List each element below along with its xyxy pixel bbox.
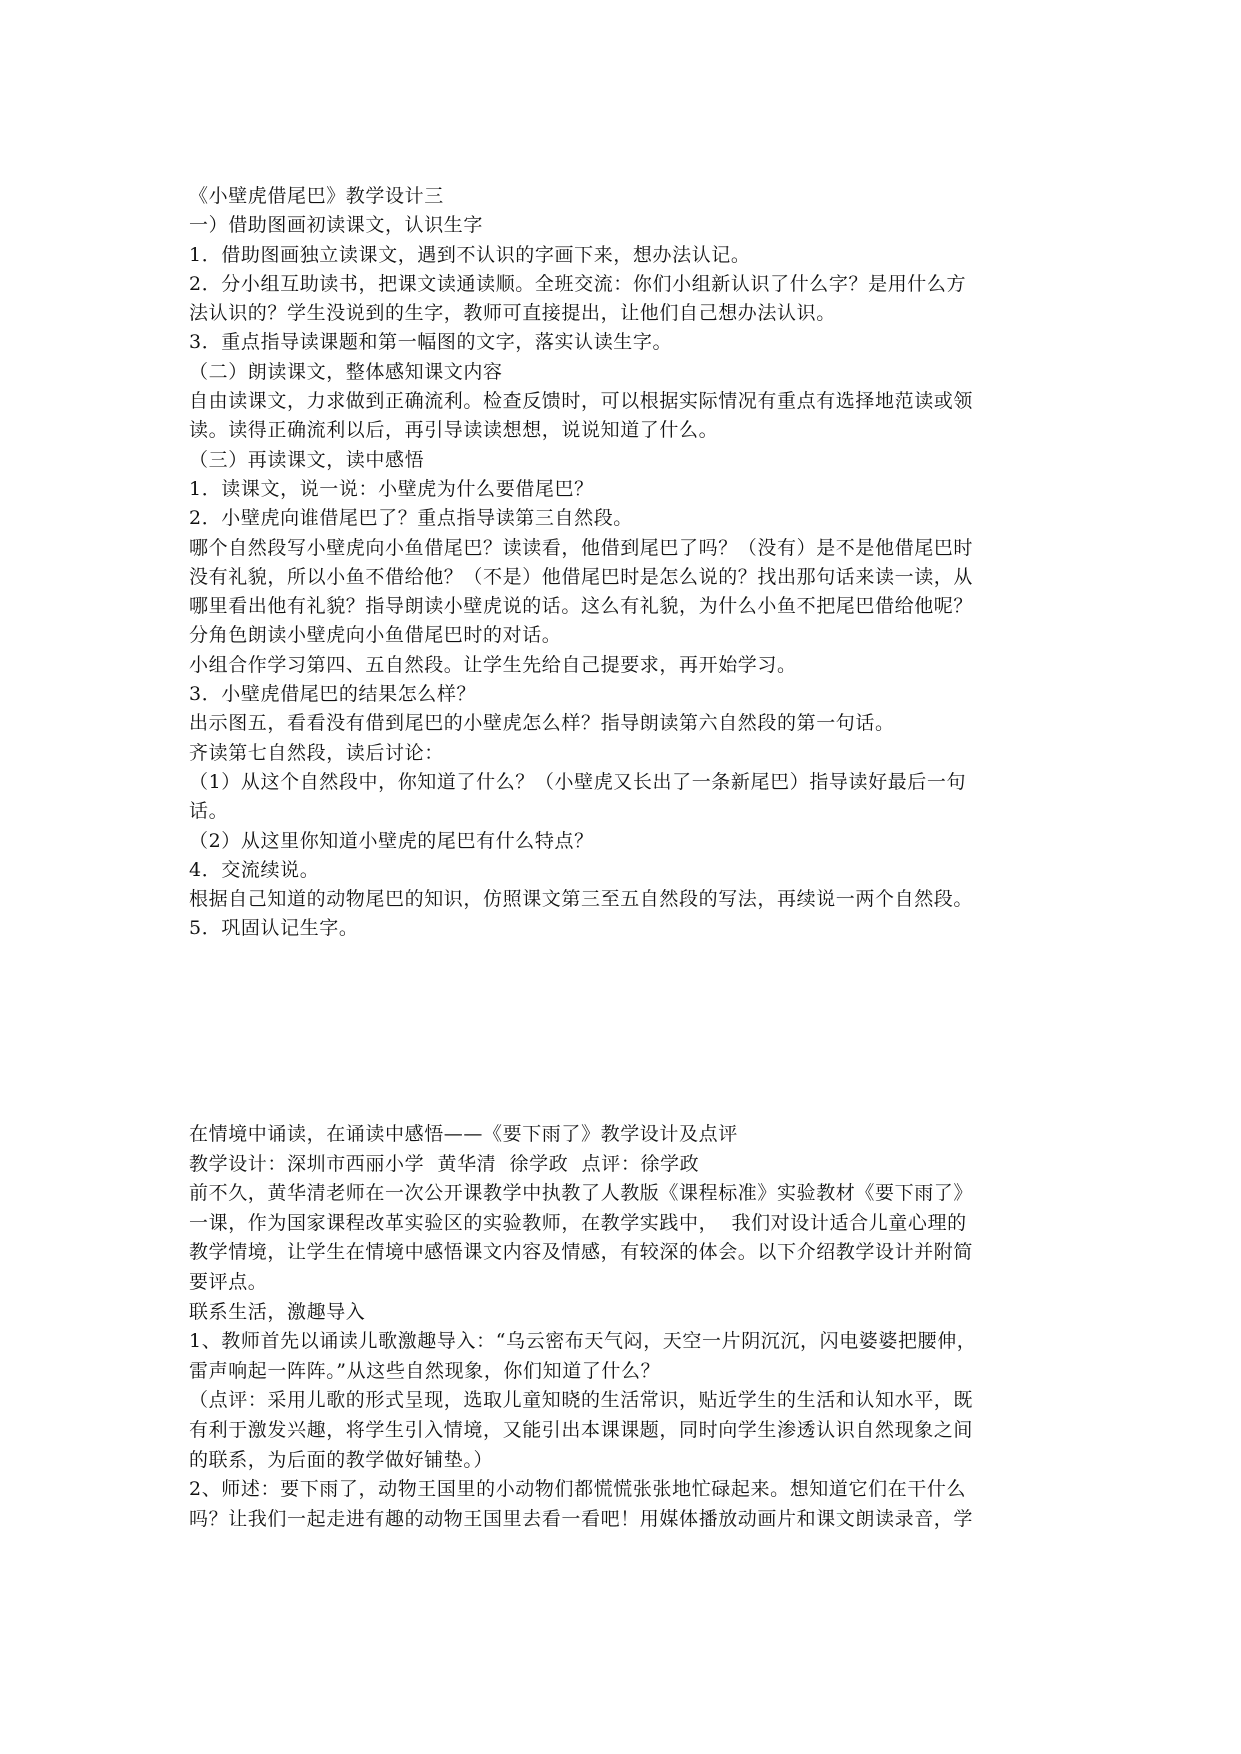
- text-line: 没有礼貌，所以小鱼不借给他？（不是）他借尾巴时是怎么说的？找出那句话来读一读，从: [189, 565, 974, 588]
- text-line: 哪里看出他有礼貌？指导朗读小壁虎说的话。这么有礼貌，为什么小鱼不把尾巴借给他呢？: [189, 595, 974, 618]
- lesson-plan-2-title: 在情境中诵读，在诵读中感悟——《要下雨了》教学设计及点评: [189, 1123, 738, 1145]
- text-line: 4．交流续说。: [189, 858, 320, 881]
- text-line: 2．分小组互助读书，把课文读通读顺。全班交流：你们小组新认识了什么字？是用什么方: [189, 272, 967, 295]
- text-line: 法认识的？学生没说到的生字，教师可直接提出，让他们自己想办法认识。: [189, 302, 836, 325]
- text-line: （1）从这个自然段中，你知道了什么？（小壁虎又长出了一条新尾巴）指导读好最后一句: [189, 770, 967, 793]
- text-line: 联系生活，激趣导入: [189, 1300, 366, 1323]
- text-line: 教学情境，让学生在情境中感悟课文内容及情感，有较深的体会。以下介绍教学设计并附简: [189, 1241, 974, 1264]
- lesson-plan-1: [189, 182, 1059, 944]
- text-line: 根据自己知道的动物尾巴的知识，仿照课文第三至五自然段的写法，再续说一两个自然段。: [189, 888, 974, 911]
- text-line: 小组合作学习第四、五自然段。让学生先给自己提要求，再开始学习。: [189, 653, 797, 676]
- text-line: 齐读第七自然段，读后讨论：: [189, 741, 444, 764]
- text-line: 3．重点指导读课题和第一幅图的文字，落实认读生字。: [189, 331, 673, 354]
- lesson-plan-2: [189, 1120, 1059, 1534]
- text-line: 出示图五，看看没有借到尾巴的小壁虎怎么样？指导朗读第六自然段的第一句话。: [189, 712, 895, 735]
- text-line: 话。: [189, 800, 229, 823]
- text-line: 3．小壁虎借尾巴的结果怎么样？: [189, 683, 477, 706]
- lesson-plan-1-title: 《小壁虎借尾巴》教学设计三: [189, 185, 444, 207]
- text-line: （二）朗读课文，整体感知课文内容: [189, 360, 503, 383]
- text-line: 2、师述：要下雨了，动物王国里的小动物们都慌慌张张地忙碌起来。想知道它们在干什么: [189, 1478, 967, 1501]
- text-line: 要评点。: [189, 1270, 268, 1293]
- text-line: 分角色朗读小壁虎向小鱼借尾巴时的对话。: [189, 624, 562, 647]
- text-line: 前不久，黄华清老师在一次公开课教学中执教了人教版《课程标准》实验教材《要下雨了》: [189, 1182, 974, 1205]
- text-line: （点评：采用儿歌的形式呈现，选取儿童知晓的生活常识，贴近学生的生活和认知水平，既: [189, 1389, 974, 1412]
- text-line: 1．读课文，说一说：小壁虎为什么要借尾巴？: [189, 477, 594, 500]
- text-line: 哪个自然段写小壁虎向小鱼借尾巴？读读看，他借到尾巴了吗？（没有）是不是他借尾巴时: [189, 536, 974, 559]
- text-line: （三）再读课文，读中感悟: [189, 448, 425, 471]
- text-line: 读。读得正确流利以后，再引导读读想想，说说知道了什么。: [189, 419, 719, 442]
- text-line: 2．小壁虎向谁借尾巴了？重点指导读第三自然段。: [189, 507, 633, 530]
- text-line: 自由读课文，力求做到正确流利。检查反馈时，可以根据实际情况有重点有选择地范读或领: [189, 390, 974, 413]
- text-line: 一课，作为国家课程改革实验区的实验教师，在教学实践中， 我们对设计适合儿童心理的: [189, 1211, 967, 1234]
- text-line: 一）借助图画初读课文，认识生字: [189, 214, 484, 237]
- text-line: 雷声响起一阵阵。”从这些自然现象，你们知道了什么？: [189, 1359, 661, 1382]
- text-line: 的联系，为后面的教学做好铺垫。）: [189, 1448, 494, 1471]
- text-line: （2）从这里你知道小壁虎的尾巴有什么特点？: [189, 829, 594, 852]
- text-line: 有利于激发兴趣，将学生引入情境，又能引出本课课题，同时向学生渗透认识自然现象之间: [189, 1418, 974, 1441]
- text-line: 吗？让我们一起走进有趣的动物王国里去看一看吧！用媒体播放动画片和课文朗读录音，学: [189, 1507, 974, 1530]
- text-line: 1．借助图画独立读课文，遇到不认识的字画下来，想办法认记。: [189, 243, 751, 266]
- text-line: 教学设计：深圳市西丽小学 黄华清 徐学政 点评：徐学政: [189, 1152, 700, 1175]
- text-line: 5．巩固认记生字。: [189, 917, 359, 940]
- text-line: 1、教师首先以诵读儿歌激趣导入：“乌云密布天气闷，天空一片阴沉沉，闪电婆婆把腰伸，: [189, 1330, 977, 1353]
